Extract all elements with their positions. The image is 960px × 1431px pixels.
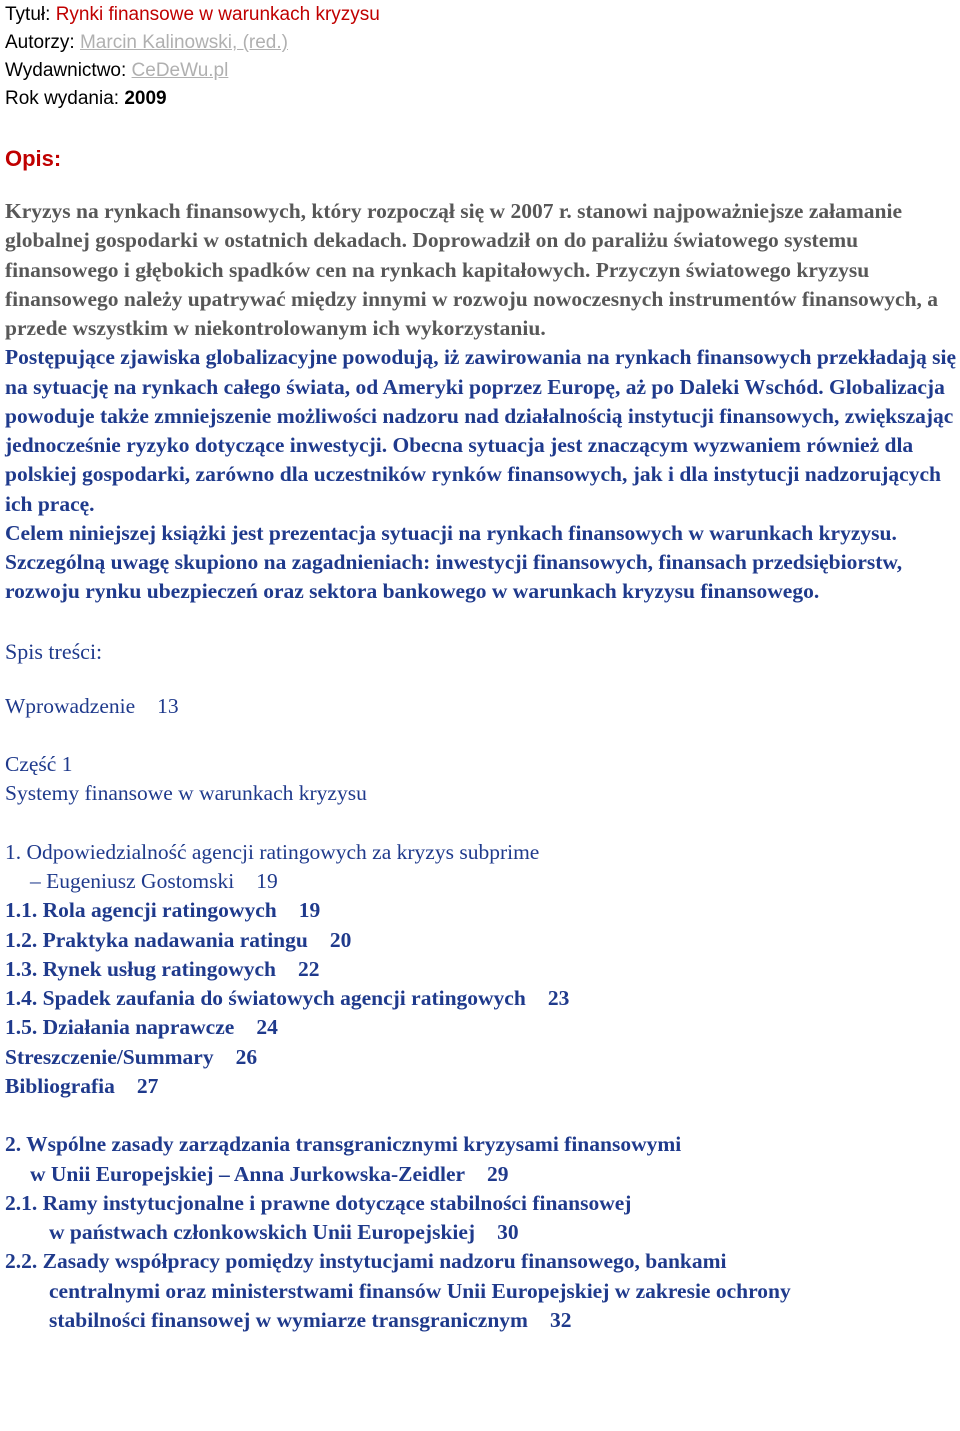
toc-part-label: Część 1	[5, 752, 73, 776]
toc-section-2-2-line-1: 2.2. Zasady współpracy pomiędzy instytucjami nadzoru finansowego, bankami	[5, 1249, 727, 1274]
toc-section-2-2-line-3	[5, 1306, 957, 1335]
description-body	[5, 197, 957, 607]
toc-intro-label: Wprowadzenie	[5, 693, 136, 718]
toc-section-label: 1.1. Rola agencji ratingowych	[5, 898, 277, 923]
toc-section-2-2-line-2: centralnymi oraz ministerstwami finansów Unii Europejskiej w zakresie ochrony	[49, 1278, 791, 1303]
toc-section-page: 26	[235, 1044, 258, 1069]
toc-section-label: Streszczenie/Summary	[5, 1044, 214, 1069]
toc-section-row	[5, 984, 957, 1013]
toc-intro	[5, 692, 957, 721]
description-heading: Opis:	[5, 146, 62, 171]
toc-chapter-2-line-1: 2. Wspólne zasady zarządzania transgranicznymi kryzysami finansowymi	[5, 1132, 682, 1157]
toc-chapter-2	[5, 1130, 957, 1335]
toc-section-page: 19	[298, 898, 321, 923]
toc-chapter-1-author-name: – Eugeniusz Gostomski	[30, 869, 235, 893]
toc-section-label: Bibliografia	[5, 1073, 115, 1098]
toc-chapter-2-page: 29	[487, 1161, 509, 1186]
title-label: Tytuł:	[5, 4, 51, 25]
toc-section-page: 23	[547, 986, 570, 1010]
authors-label: Autorzy:	[5, 32, 75, 53]
toc-section-row	[5, 926, 957, 955]
toc-chapter-2-line-2	[5, 1160, 957, 1189]
toc-section-page: 27	[136, 1073, 159, 1098]
toc-section-row	[5, 896, 957, 925]
toc-section-row	[5, 1043, 957, 1072]
title-row	[5, 1, 957, 29]
toc-part-title: Systemy finansowe w warunkach kryzysu	[5, 781, 367, 806]
toc-section-label: 1.5. Działania naprawcze	[5, 1015, 235, 1040]
publisher-label: Wydawnictwo:	[5, 60, 127, 81]
title-value: Rynki finansowe w warunkach kryzysu	[55, 4, 380, 25]
toc-section-row	[5, 1013, 957, 1042]
toc-intro-page: 13	[157, 693, 179, 718]
toc-section-2-2-page: 32	[549, 1307, 572, 1332]
toc-section-2-1-page: 30	[497, 1220, 519, 1244]
year-value: 2009	[124, 88, 167, 109]
toc-section-row	[5, 1072, 957, 1101]
toc-section-page: 22	[298, 956, 320, 981]
description-paragraph-1: Kryzys na rynkach finansowych, który rozpoczął się w 2007 r. stanowi najpoważniejsze załamanie globalnej gospodarki w ostatnich dekadach. Doprowadził on do paraliżu światowego systemu finansowego i głębokich spadków cen na rynkach kapitałowych. Przyczyn światowego kryzysu finansowego należy upatrywać między innymi w rozwoju nowoczesnych instrumentów finansowych, a przede wszystkim w niekontrolowanym ich wykorzystaniu.	[5, 199, 939, 340]
year-label: Rok wydania:	[5, 88, 120, 109]
document-page	[5, 0, 957, 1335]
authors-row	[5, 29, 957, 57]
toc-chapter-2-author: w Unii Europejskiej – Anna Jurkowska-Zeidler	[30, 1161, 466, 1186]
toc-section-2-1-line-1: 2.1. Ramy instytucjonalne i prawne dotyczące stabilności finansowej	[5, 1190, 632, 1215]
description-paragraph-2: Postępujące zjawiska globalizacyjne powodują, iż zawirowania na rynkach finansowych przekładają się na sytuację na rynkach całego świata, od Ameryki poprzez Europę, aż po Daleki Wschód. Globalizacja powoduje także zmniejszenie możliwości nadzoru nad działalnością instytucji finansowych, zwiększając jednocześnie ryzyko dotyczące inwestycji. Obecna sytuacja jest znaczącym wyzwaniem również dla polskiej gospodarki, zarówno dla uczestników rynków finansowych, jak i dla instytucji nadzorujących ich pracę.	[5, 345, 956, 516]
authors-link[interactable]: Marcin Kalinowski, (red.)	[79, 32, 288, 53]
toc-section-2-1-line-2	[5, 1218, 957, 1247]
toc-section-label: 1.2. Praktyka nadawania ratingu	[5, 927, 308, 952]
toc-heading: Spis treści:	[5, 638, 103, 664]
year-row	[5, 85, 957, 113]
table-of-contents	[5, 692, 957, 1336]
toc-chapter-1-page: 19	[256, 869, 278, 893]
toc-chapter-1-title: 1. Odpowiedzialność agencji ratingowych za kryzys subprime	[5, 839, 540, 864]
toc-section-page: 20	[329, 927, 352, 952]
toc-section-label: 1.3. Rynek usług ratingowych	[5, 956, 277, 981]
toc-section-page: 24	[256, 1015, 278, 1040]
publisher-link[interactable]: CeDeWu.pl	[131, 60, 229, 81]
publisher-row	[5, 57, 957, 85]
description-paragraph-3: Celem niniejszej książki jest prezentacja sytuacji na rynkach finansowych w warunkach kryzysu. Szczególną uwagę skupiono na zagadnieniach: inwestycji finansowych, finansach przedsiębiorstw, rozwoju rynku ubezpieczeń oraz sektora bankowego w warunkach kryzysu finansowego.	[5, 520, 903, 604]
toc-section-2-1-text: w państwach członkowskich Unii Europejskiej	[49, 1220, 476, 1244]
book-metadata	[5, 1, 957, 113]
toc-section-label: 1.4. Spadek zaufania do światowych agencji ratingowych	[5, 986, 526, 1010]
toc-chapter-1-sections	[5, 896, 957, 1101]
toc-section-row	[5, 955, 957, 984]
toc-section-2-2-text: stabilności finansowej w wymiarze transgranicznym	[49, 1307, 528, 1332]
toc-chapter-1-author	[5, 867, 957, 896]
